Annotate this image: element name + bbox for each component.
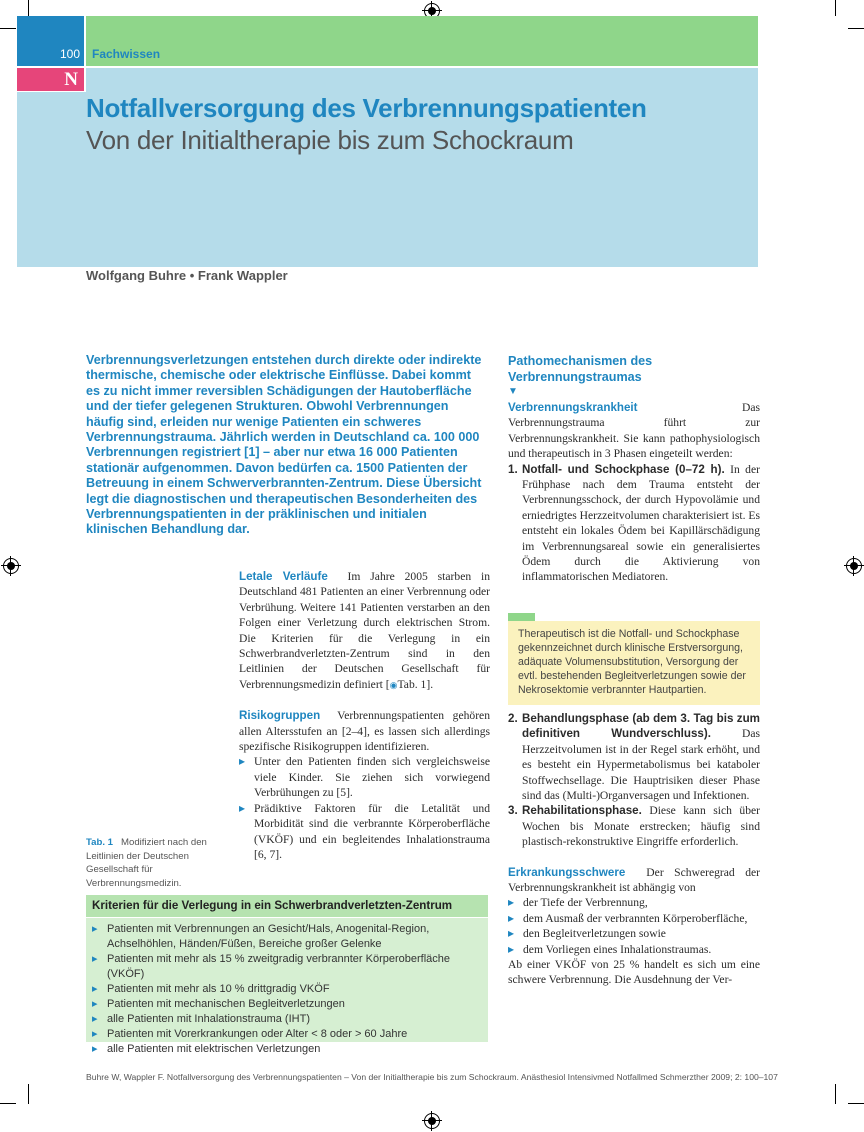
- phase-text: In der Frühphase nach dem Trauma entsteht der Verbrennungsschock, der durch Hypovolämie und erniedrigtes Herzzeitvolumen charakterisiert ist. Es entsteht ein lokales Ödem bei Kapillärschädigung im Verbrennungsareal sowie ein generalisiertes Ödem durch die Aktivierung von inflammatorischen Mediatoren.: [522, 462, 760, 584]
- table-header: Kriterien für die Verlegung in ein Schwerbrandverletzten-Zentrum: [86, 895, 488, 917]
- criteria-list: [92, 922, 482, 1057]
- phase-list-2: [508, 711, 760, 850]
- table-caption-text: Modifiziert nach den Leitlinien der Deutschen Gesellschaft für Verbrennungsmedizin.: [86, 837, 207, 889]
- paragraph-text: ].: [426, 677, 434, 691]
- article-subtitle: Von der Initialtherapie bis zum Schockraum: [86, 125, 574, 155]
- paragraph-text: Der Schweregrad der Verbrennungskrankheit ist abhängig von: [508, 865, 761, 894]
- phase-list-1: [508, 462, 760, 585]
- list-item: ▸ dem Vorliegen eines Inhalationstraumas.: [508, 942, 760, 957]
- table-row: ▸ Patienten mit Vorerkrankungen oder Alter < 8 oder > 60 Jahre: [92, 1027, 482, 1042]
- list-item: ▸ Prädiktive Faktoren für die Letalität und Morbidität sind die verbrannte Körperoberfläche (VKÖF) und ein begleitendes Inhalationstrauma [6, 7].: [239, 801, 490, 863]
- section-bar: [86, 16, 758, 66]
- registration-mark-icon: [3, 558, 19, 574]
- page-number: 100: [59, 47, 80, 61]
- list-item: ▸ der Tiefe der Verbrennung,: [508, 895, 760, 910]
- list-item: [508, 803, 760, 849]
- paragraph-risiko: [239, 708, 490, 754]
- registration-mark-icon: [846, 558, 862, 574]
- table-row: ▸ Patienten mit mehr als 10 % drittgradig VKÖF: [92, 982, 482, 997]
- category-letter-badge: N: [17, 68, 84, 91]
- crop-mark: [0, 28, 16, 29]
- table-ref-icon: ◉: [389, 679, 398, 690]
- table-ref-link[interactable]: Tab. 1: [397, 677, 427, 691]
- table-body: [86, 918, 488, 1055]
- list-item: [508, 711, 760, 803]
- list-item: ▸ Unter den Patienten finden sich vergleichsweise viele Kinder. Sie ziehen sich vorwiegend Verbrühungen zu [5].: [239, 754, 490, 800]
- list-number: 1.: [508, 462, 518, 476]
- table-row: ▸ Patienten mit mechanischen Begleitverletzungen: [92, 997, 482, 1012]
- keyword-krankheit: Verbrennungskrankheit: [508, 401, 638, 414]
- table-row: ▸ Patienten mit mehr als 15 % zweitgradig verbrannter Körperoberfläche (VKÖF): [92, 952, 482, 982]
- phase-text: Diese kann sich über Wochen bis Monate erstrecken; häufig sind plastisch-rekonstruktive Eingriffe erforderlich.: [522, 804, 761, 849]
- table-row: ▸ Patienten mit Verbrennungen an Gesicht/Hals, Anogenital-Region, Achselhöhlen, Händen/Füßen, Bereiche großer Gelenke: [92, 922, 482, 952]
- list-item: ▸ den Begleitverletzungen sowie: [508, 926, 760, 941]
- table-caption-label: Tab. 1: [86, 837, 114, 848]
- severity-list: [508, 895, 760, 957]
- paragraph-text: Das Verbrennungstrauma führt zur Verbrennungskrankheit. Sie kann pathophysiologisch und therapeutisch in 3 Phasen eingeteilt werden:: [508, 401, 760, 461]
- phase-text: Das Herzzeitvolumen ist in der Regel stark erhöht, und es besteht ein Hypermetabolismus bei kataboler Stoffwechsellage. Die Hauptrisiken dieser Phase sind das (Multi-)Organversagen und Infektionen.: [522, 727, 760, 802]
- table-row: ▸ alle Patienten mit elektrischen Verletzungen: [92, 1042, 482, 1057]
- keyword-risiko: Risikogruppen: [239, 709, 321, 723]
- keyword-letale: Letale Verläufe: [239, 570, 328, 583]
- crop-mark: [835, 0, 836, 16]
- paragraph-schwere: [508, 865, 760, 896]
- phase-title: Notfall- und Schockphase (0–72 h).: [522, 462, 725, 476]
- crop-mark: [28, 1084, 29, 1104]
- table-row: ▸ alle Patienten mit Inhalationstrauma (IHT): [92, 1012, 482, 1027]
- section-heading: Pathomechanismen des Verbrennungstraumas: [508, 354, 653, 384]
- triangle-down-icon: ▼: [508, 386, 518, 397]
- crop-mark: [848, 1103, 864, 1104]
- paragraph-text: Verbrennungspatienten gehören allen Altersstufen an [2–4], es lassen sich allerdings spezifische Risikogruppen identifizieren.: [239, 709, 490, 754]
- keyword-schwere: Erkrankungsschwere: [508, 865, 626, 879]
- crop-mark: [835, 1084, 836, 1104]
- table-caption: [86, 836, 226, 890]
- list-item: [508, 462, 760, 585]
- note-tab: [508, 613, 535, 621]
- list-item: ▸ dem Ausmaß der verbrannten Körperoberfläche,: [508, 911, 760, 926]
- crop-mark: [28, 0, 29, 16]
- paragraph-letale: [239, 569, 490, 693]
- phase-title: Behandlungsphase (ab dem 3. Tag bis zum definitiven Wundverschluss).: [522, 711, 760, 741]
- article-authors: Wolfgang Buhre • Frank Wappler: [86, 268, 288, 283]
- crop-mark: [0, 1103, 16, 1104]
- section-label: Fachwissen: [92, 47, 161, 61]
- risk-list: [239, 754, 490, 862]
- paragraph-text: Im Jahre 2005 starben in Deutschland 481 Patienten an einer Verbrennung oder Verbrühung. Weitere 141 Patienten verstarben an den Folgen einer Verletzung durch elektrischen Strom. Die Kriterien für die Verlegung in ein Schwerbrandverletzten-Zentrum sind in den Leitlinien der Deutschen Gesellschaft für Verbrennungsmedizin definiert [: [239, 570, 491, 691]
- note-box: Therapeutisch ist die Notfall- und Schockphase gekennzeichnet durch klinische Erstversorgung, adäquate Volumensubstitution, Versorgung der evtl. bestehenden Begleitverletzungen sowie der Nekrosektomie verbrannter Hautpartien.: [508, 621, 760, 705]
- paragraph-krankheit: [508, 400, 760, 462]
- registration-mark-icon: [424, 1113, 440, 1129]
- column-middle: [239, 569, 490, 862]
- list-number: 3.: [508, 804, 518, 818]
- list-number: 2.: [508, 711, 518, 725]
- article-abstract: Verbrennungsverletzungen entstehen durch direkte oder indirekte thermische, chemische oder elektrische Einflüsse. Dabei kommt es zu nicht immer reversiblen Schädigungen der Hautoberfläche und der tiefer gelegenen Strukturen. Obwohl Verbrennungen häufig sind, erleiden nur wenige Patienten ein schweres Verbrennungstrauma. Jährlich werden in Deutschland ca. 100 000 Verbrennungen registriert [1] – aber nur etwa 16 000 Patienten stationär aufgenommen. Davon bedürfen ca. 1500 Patienten der Betreuung in einem Schwerverbrannten-Zentrum. Diese Übersicht legt die diagnostischen und therapeutischen Besonderheiten des Verbrennungspatienten in der präklinischen und initialen klinischen Behandlung dar.: [86, 353, 482, 537]
- citation-footer: Buhre W, Wappler F. Notfallversorgung des Verbrennungspatienten – Von der Initialtherapie bis zum Schockraum. Anästhesiol Intensivmed Notfallmed Schmerzther 2009; 2: 100–107: [86, 1072, 778, 1082]
- article-title: Notfallversorgung des Verbrennungspatienten: [86, 93, 647, 123]
- crop-mark: [848, 28, 864, 29]
- phase-title: Rehabilitationsphase.: [522, 804, 642, 818]
- paragraph-text: Ab einer VKÖF von 25 % handelt es sich um eine schwere Verbrennung. Die Ausdehnung der Ver-: [508, 957, 760, 987]
